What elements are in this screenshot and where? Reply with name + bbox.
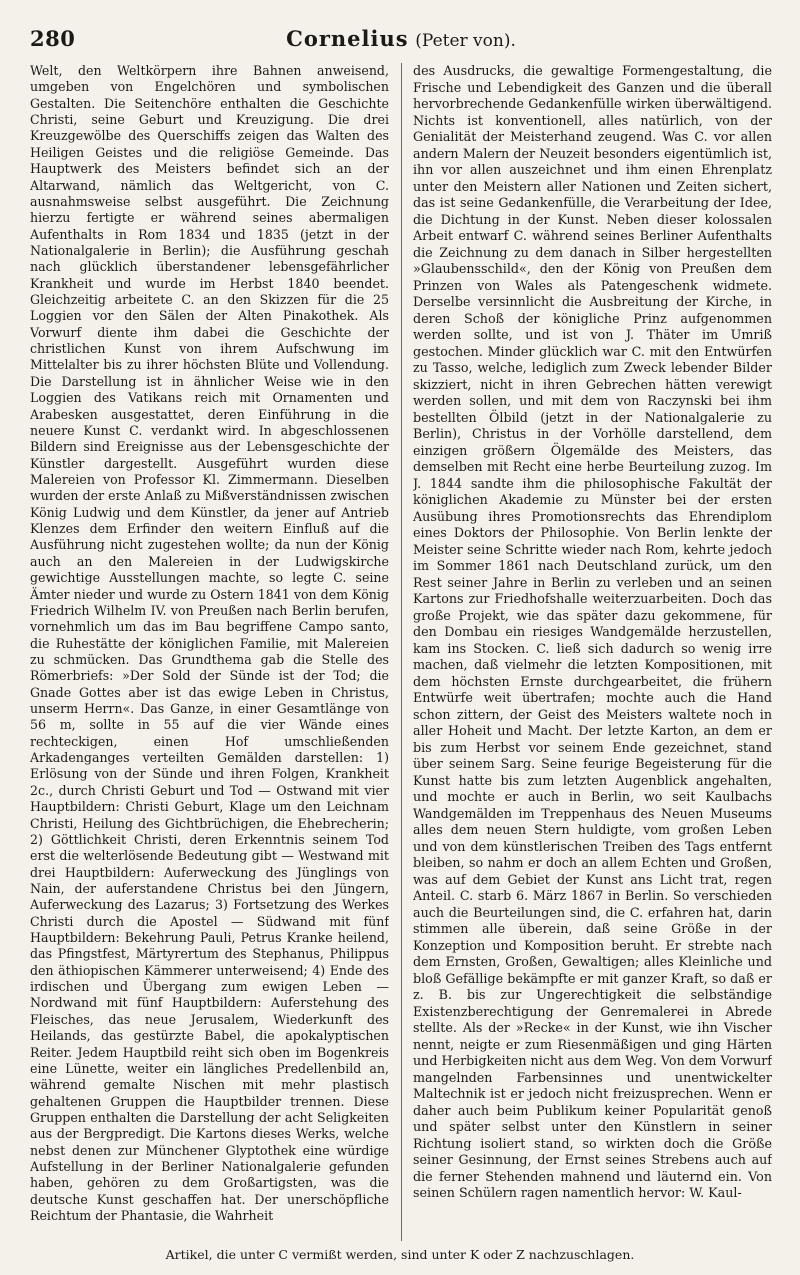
running-title xyxy=(30,26,772,51)
footer-note: Artikel, die unter C vermißt werden, sind unter K oder Z nachzuschlagen. xyxy=(165,1247,635,1262)
article-subtitle: (Peter von). xyxy=(415,31,516,51)
page-number: 280 xyxy=(30,26,76,51)
running-header xyxy=(30,26,772,60)
right-column-text: des Ausdrucks, die gewaltige Formengestaltung, die Frische und Lebendigkeit des Ganzen und die überall hervorbrechende Gedankenfülle wirken überwältigend. Nichts ist konventionell, alles natürlich, von der Genialität der Meisterhand zeugend. Was C. vor allen andern Malern der Neuzeit besonders eigentümlich ist, ihn vor allen auszeichnet und ihm einen Ehrenplatz unter den Meistern aller Nationen und Zeiten sichert, das ist seine Gedankenfülle, die Verarbeitung der Idee, die Dichtung in der Kunst. Neben dieser kolossalen Arbeit entwarf C. während seines Berliner Aufenthalts die Zeichnung zu dem danach in Silber hergestellten »Glaubensschild«, den der König von Preußen dem Prinzen von Wales als Patengeschenk widmete. Derselbe versinnlicht die Ausbreitung der Kirche, in deren Schoß der königliche Prinz aufgenommen werden sollte, und ist von J. Thäter im Umriß gestochen. Minder glücklich war C. mit den Entwürfen zu Tasso, welche, lediglich zum Zweck lebender Bilder skizziert, nicht in ihren Gebrechen hätten verewigt werden sollen, und mit dem von Raczynski bei ihm bestellten Ölbild (jetzt in der Nationalgalerie zu Berlin), Christus in der Vorhölle darstellend, dem einzigen größern Ölgemälde des Meisters, das demselben mit Recht eine herbe Beurteilung zuzog. Im J. 1844 sandte ihm die philosophische Fakultät der königlichen Akademie zu Münster bei der ersten Ausübung ihres Promotionsrechts das Ehrendiplom eines Doktors der Philosophie. Von Berlin lenkte der Meister seine Schritte wieder nach Rom, kehrte jedoch im Sommer 1861 nach Deutschland zurück, um den Rest seiner Jahre in Berlin zu verleben und an seinen Kartons zur Friedhofshalle weiterzuarbeiten. Doch das große Projekt, wie das später dazu gekommene, für den Dombau ein riesiges Wandgemälde herzustellen, kam ins Stocken. C. ließ sich dadurch so wenig irre machen, daß vielmehr die letzten Kompositionen, mit dem höchsten Ernste durchgearbeitet, die frühern Entwürfe weit übertrafen; mochte auch die Hand schon zittern, der Geist des Meisters waltete noch in aller Hoheit und Macht. Der letzte Karton, an dem er bis zum Herbst vor seinem Ende gezeichnet, stand über seinem Sarg. Seine feurige Begeisterung für die Kunst hatte bis zum letzten Augenblick angehalten, und mochte er auch in Berlin, wo seit Kaulbachs Wandgemälden im Treppenhaus des Neuen Museums alles dem neuen Stern huldigte, vom großen Leben und von dem künstlerischen Treiben des Tags entfernt bleiben, so nahm er doch an allem Echten und Großen, was auf dem Gebiet der Kunst ans Licht trat, regen Anteil. C. starb 6. März 1867 in Berlin. So verschieden auch die Beurteilungen sind, die C. erfahren hat, darin stimmen alle überein, daß seine Größe in der Konzeption und Komposition beruht. Er strebte nach dem Ernsten, Großen, Gewaltigen; alles Kleinliche und bloß Gefällige bekämpfte er mit ganzer Kraft, so daß er z. B. bis zur Ungerechtigkeit die selbständige Existenzberechtigung der Genremalerei in Abrede stellte. Als der »Recke« in der Kunst, wie ihn Vischer nennt, neigte er zum Riesenmäßigen und ging Härten und Herbigkeiten nicht aus dem Weg. Von dem Vorwurf mangelnden Farbensinnes und unentwickelter Maltechnik ist er jedoch nicht freizusprechen. Wenn er daher auch beim Publikum keiner Popularität genoß und später selbst unter den Künstlern in seiner Richtung isoliert stand, so wirkten doch die Größe seiner Gesinnung, der Ernst seines Strebens auch auf die ferner Stehenden mahnend und läuternd ein. Von seinen Schülern ragen namentlich hervor: W. Kaul- xyxy=(413,63,772,1200)
left-column-text: Welt, den Weltkörpern ihre Bahnen anweisend, umgeben von Engelchören und symbolischen Gestalten. Die Seitenchöre enthalten die Geschichte Christi, seine Geburt und Kreuzigung. Die drei Kreuzgewölbe des Querschiffs zeigen das Walten des Heiligen Geistes und die religiöse Gemeinde. Das Hauptwerk des Meisters befindet sich an der Altarwand, nämlich das Weltgericht, von C. ausnahmsweise selbst ausgeführt. Die Zeichnung hierzu fertigte er während seines abermaligen Aufenthalts in Rom 1834 und 1835 (jetzt in der Nationalgalerie in Berlin); die Ausführung geschah nach glücklich überstandener lebensgefährlicher Krankheit und wurde im Herbst 1840 beendet. Gleichzeitig arbeitete C. an den Skizzen für die 25 Loggien vor den Sälen der Alten Pinakothek. Als Vorwurf diente ihm dabei die Geschichte der christlichen Kunst von ihrem Aufschwung im Mittelalter bis zu ihrer höchsten Blüte und Vollendung. Die Darstellung ist in ähnlicher Weise wie in den Loggien des Vatikans reich mit Ornamenten und Arabesken ausgestattet, deren Einführung in die neuere Kunst C. verdankt wird. In abgeschlossenen Bildern sind Ereignisse aus der Lebensgeschichte der Künstler dargestellt. Ausgeführt wurden diese Malereien von Professor Kl. Zimmermann. Dieselben wurden der erste Anlaß zu Mißverständnissen zwischen König Ludwig und dem Künstler, da jener auf Antrieb Klenzes dem Erfinder den weitern Einfluß auf die Ausführung nicht zugestehen wollte; da nun der König auch an den Malereien in der Ludwigskirche gewichtige Ausstellungen machte, so legte C. seine Ämter nieder und wurde zu Ostern 1841 von dem König Friedrich Wilhelm IV. von Preußen nach Berlin berufen, vornehmlich um das im Bau begriffene Campo santo, die Ruhestätte der königlichen Familie, mit Malereien zu schmücken. Das Grundthema gab die Stelle des Römerbriefs: »Der Sold der Sünde ist der Tod; die Gnade Gottes aber ist das ewige Leben in Christus, unserm Herrn«. Das Ganze, in einer Gesamtlänge von 56 m, sollte in 55 auf die vier Wände eines rechteckigen, einen Hof umschließenden Arkadenganges verteilten Gemälden darstellen: 1) Erlösung von der Sünde und ihren Folgen, Krankheit 2c., durch Christi Geburt und Tod — Ostwand mit vier Hauptbildern: Christi Geburt, Klage um den Leichnam Christi, Heilung des Gichtbrüchigen, die Ehebrecherin; 2) Göttlichkeit Christi, deren Erkenntnis seinem Tod erst die welterlösende Bedeutung gibt — Westwand mit drei Hauptbildern: Auferweckung des Jünglings von Nain, der auferstandene Christus bei den Jüngern, Auferweckung des Lazarus; 3) Fortsetzung des Werkes Christi durch die Apostel — Südwand mit fünf Hauptbildern: Bekehrung Pauli, Petrus Kranke heilend, das Pfingstfest, Märtyrertum des Stephanus, Philippus den äthiopischen Kämmerer unterweisend; 4) Ende des irdischen und Übergang zum ewigen Leben — Nordwand mit fünf Hauptbildern: Auferstehung des Fleisches, das neue Jerusalem, Wiederkunft des Heilands, das gestürzte Babel, die apokalyptischen Reiter. Jedem Hauptbild reiht sich oben im Bogenkreis eine Lünette, weiter ein längliches Predellenbild an, während gemalte Nischen mit mehr plastisch gehaltenen Gruppen die Hauptbilder trennen. Diese Gruppen enthalten die Darstellung der acht Seligkeiten aus der Bergpredigt. Die Kartons dieses Werks, welche nebst denen zur Münchener Glyptothek eine würdige Aufstellung in der Berliner Nationalgalerie gefunden haben, gehören zu dem Großartigsten, was die deutsche Kunst geschaffen hat. Der unerschöpfliche Reichtum der Phantasie, die Wahrheit xyxy=(30,63,389,1224)
text-columns xyxy=(30,63,772,1241)
column-divider xyxy=(401,63,402,1241)
article-title: Cornelius xyxy=(286,26,409,51)
